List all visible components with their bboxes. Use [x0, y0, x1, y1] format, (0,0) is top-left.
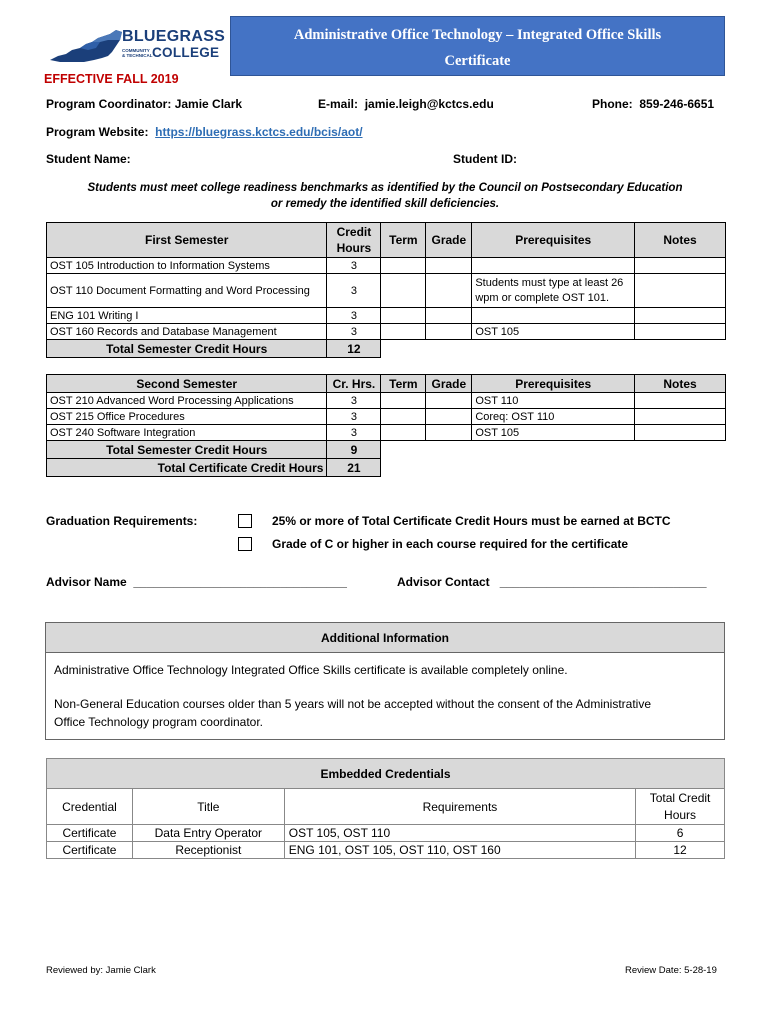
document-title-line1: Administrative Office Technology – Integrated Office Skills: [293, 27, 662, 43]
semester-total-value: 12: [327, 340, 381, 358]
course-name: OST 215 Office Procedures: [47, 409, 327, 425]
advisor-name-label: Advisor Name: [46, 575, 127, 589]
table-row: [47, 409, 726, 425]
credential-header: Credential: [47, 789, 133, 825]
grade-header: Grade: [426, 375, 472, 393]
notes-header: Notes: [635, 223, 726, 258]
hours-cell: 12: [636, 842, 725, 859]
term-cell[interactable]: [381, 274, 426, 308]
advisor-name-field[interactable]: ________________________________: [133, 575, 347, 589]
table-row: [47, 825, 725, 842]
email-label: E-mail:: [318, 97, 359, 111]
effective-date: EFFECTIVE FALL 2019: [44, 72, 179, 86]
table-row: [47, 258, 726, 274]
kentucky-map-icon: [48, 26, 128, 68]
advisor-contact-field[interactable]: _______________________________: [499, 575, 707, 589]
document-title-line2: Certificate: [444, 53, 511, 69]
logo-text-community: COMMUNITY: [122, 48, 150, 53]
term-header: Term: [381, 375, 426, 393]
advisor-name: [46, 575, 347, 589]
credit-hours: 3: [327, 324, 381, 340]
program-coordinator: [46, 97, 242, 111]
credit-hours: 3: [327, 274, 381, 308]
course-name: OST 240 Software Integration: [47, 425, 327, 441]
term-cell[interactable]: [381, 393, 426, 409]
term-cell[interactable]: [381, 425, 426, 441]
logo-text-technical: & TECHNICAL: [122, 53, 153, 58]
prerequisites-cell: OST 110: [472, 393, 635, 409]
program-email: [318, 97, 494, 111]
table-row: [47, 425, 726, 441]
grade-cell[interactable]: [426, 425, 472, 441]
review-date: Review Date: 5-28-19: [625, 965, 717, 976]
credit-hours: 3: [327, 409, 381, 425]
certificate-total-label: Total Certificate Credit Hours: [47, 459, 327, 477]
term-cell[interactable]: [381, 308, 426, 324]
notes-cell[interactable]: [635, 324, 726, 340]
grade-cell[interactable]: [426, 274, 472, 308]
reviewed-by: Reviewed by: Jamie Clark: [46, 965, 156, 976]
term-cell[interactable]: [381, 409, 426, 425]
requirements-header: Requirements: [284, 789, 635, 825]
readiness-note-line2: or remedy the identified skill deficiencies.: [270, 198, 500, 210]
advisor-contact-label: Advisor Contact: [397, 575, 490, 589]
graduation-requirements-label: Graduation Requirements:: [46, 514, 198, 528]
logo-text-bluegrass: BLUEGRASS: [122, 28, 226, 45]
coordinator-name: Jamie Clark: [174, 97, 243, 111]
phone-value: 859-246-6651: [639, 97, 715, 111]
requirement-2-text: Grade of C or higher in each course required for the certificate: [272, 537, 629, 551]
document-title-box: [230, 16, 725, 76]
requirements-cell: OST 105, OST 110: [284, 825, 635, 842]
grade-header: Grade: [426, 223, 472, 258]
term-cell[interactable]: [381, 258, 426, 274]
embedded-credentials-title: Embedded Credentials: [47, 759, 725, 789]
additional-info-paragraph-2: Non-General Education courses older than 5 years will not be accepted without the consent of the Administrative Office Technology program coordinator.: [54, 697, 652, 729]
grade-cell[interactable]: [426, 308, 472, 324]
semester-total-value: 9: [327, 441, 381, 459]
credit-hours: 3: [327, 425, 381, 441]
first-semester-table: [46, 222, 726, 358]
grade-cell[interactable]: [426, 324, 472, 340]
notes-cell[interactable]: [635, 308, 726, 324]
certificate-total-value: 21: [327, 459, 381, 477]
embedded-credentials-table: [46, 758, 725, 859]
prerequisites-cell: [472, 308, 635, 324]
college-logo: [48, 26, 226, 68]
prerequisites-cell: OST 105: [472, 324, 635, 340]
additional-information-box: [45, 622, 725, 740]
table-row: [47, 842, 725, 859]
grade-cell[interactable]: [426, 258, 472, 274]
credit-hours: 3: [327, 258, 381, 274]
student-id-label: Student ID:: [453, 152, 517, 166]
student-name-label: Student Name:: [46, 152, 131, 166]
coordinator-label: Program Coordinator:: [46, 97, 172, 111]
program-phone: [592, 97, 714, 111]
course-name: OST 105 Introduction to Information Systems: [47, 258, 327, 274]
first-semester-header: First Semester: [47, 223, 327, 258]
second-semester-header: Second Semester: [47, 375, 327, 393]
prerequisites-cell: Coreq: OST 110: [472, 409, 635, 425]
title-cell: Data Entry Operator: [132, 825, 284, 842]
advisor-contact: [397, 575, 707, 589]
course-name: OST 110 Document Formatting and Word Processing: [47, 274, 327, 308]
prerequisites-cell: OST 105: [472, 425, 635, 441]
title-cell: Receptionist: [132, 842, 284, 859]
notes-cell[interactable]: [635, 393, 726, 409]
credit-hours: 3: [327, 308, 381, 324]
term-cell[interactable]: [381, 324, 426, 340]
table-row: [47, 393, 726, 409]
title-header: Title: [132, 789, 284, 825]
prerequisites-cell: [472, 258, 635, 274]
program-website: [46, 125, 363, 139]
prerequisites-header: Prerequisites: [472, 223, 635, 258]
notes-cell[interactable]: [635, 274, 726, 308]
website-label: Program Website:: [46, 125, 149, 139]
second-semester-table: [46, 374, 726, 477]
semester-total-label: Total Semester Credit Hours: [47, 441, 327, 459]
table-row: [47, 324, 726, 340]
table-row: [47, 308, 726, 324]
credential-cell: Certificate: [47, 842, 133, 859]
notes-cell[interactable]: [635, 258, 726, 274]
requirement-1-text: 25% or more of Total Certificate Credit Hours must be earned at BCTC: [272, 514, 671, 528]
requirements-cell: ENG 101, OST 105, OST 110, OST 160: [284, 842, 635, 859]
readiness-note: [60, 180, 710, 212]
prerequisites-header: Prerequisites: [472, 375, 635, 393]
logo-text-college: COLLEGE: [152, 45, 220, 60]
grade-cell[interactable]: [426, 393, 472, 409]
grade-cell[interactable]: [426, 409, 472, 425]
course-name: OST 160 Records and Database Management: [47, 324, 327, 340]
website-link[interactable]: https://bluegrass.kctcs.edu/bcis/aot/: [155, 125, 363, 139]
email-value[interactable]: jamie.leigh@kctcs.edu: [364, 97, 494, 111]
notes-cell[interactable]: [635, 425, 726, 441]
credit-hours-header: Credit Hours: [327, 223, 381, 258]
course-name: ENG 101 Writing I: [47, 308, 327, 324]
cr-hrs-header: Cr. Hrs.: [327, 375, 381, 393]
table-row: [47, 274, 726, 308]
requirement-2-checkbox[interactable]: [238, 537, 252, 551]
hours-cell: 6: [636, 825, 725, 842]
total-credit-hours-header: Total Credit Hours: [636, 789, 725, 825]
requirement-1-checkbox[interactable]: [238, 514, 252, 528]
notes-header: Notes: [635, 375, 726, 393]
credit-hours: 3: [327, 393, 381, 409]
phone-label: Phone:: [592, 97, 633, 111]
course-name: OST 210 Advanced Word Processing Applications: [47, 393, 327, 409]
notes-cell[interactable]: [635, 409, 726, 425]
credential-cell: Certificate: [47, 825, 133, 842]
prerequisites-cell: Students must type at least 26 wpm or complete OST 101.: [472, 274, 635, 308]
semester-total-label: Total Semester Credit Hours: [47, 340, 327, 358]
term-header: Term: [381, 223, 426, 258]
additional-information-title: Additional Information: [46, 623, 724, 653]
additional-info-paragraph-1: Administrative Office Technology Integrated Office Skills certificate is available completely online.: [54, 663, 568, 677]
readiness-note-line1: Students must meet college readiness benchmarks as identified by the Council on Postsecondary Education: [87, 182, 683, 194]
